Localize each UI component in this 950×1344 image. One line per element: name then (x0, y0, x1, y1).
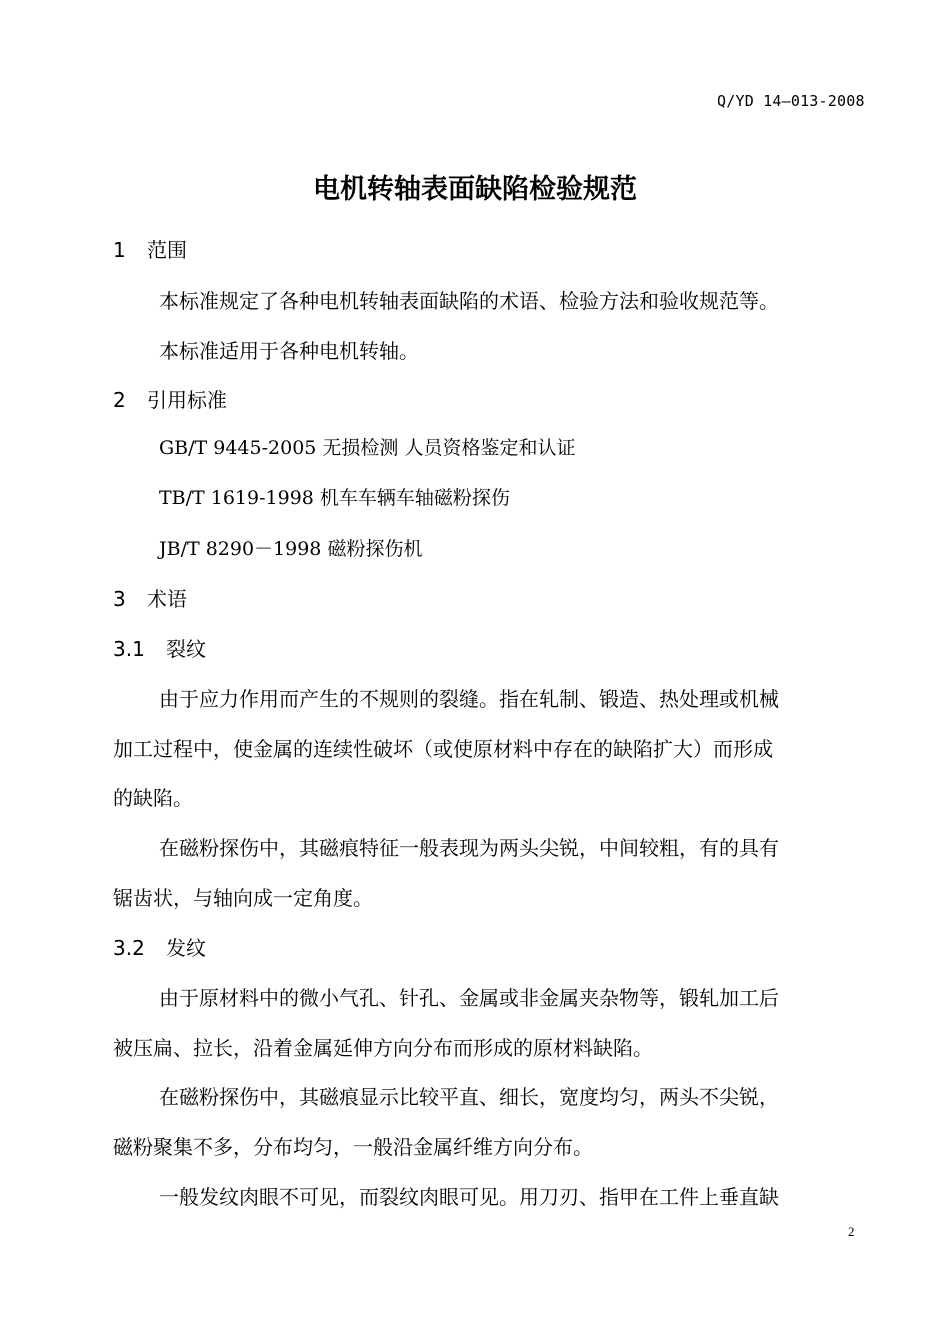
paragraph-line: 锯齿状，与轴向成一定角度。 (113, 886, 373, 910)
subsection-heading-3-2 (113, 932, 206, 961)
reference-item: TB/T 1619-1998 机车车辆车轴磁粉探伤 (159, 487, 510, 509)
paragraph-line: 由于原材料中的微小气孔、针孔、金属或非金属夹杂物等，锻轧加工后 (159, 986, 779, 1010)
section-heading-1 (113, 234, 187, 263)
reference-item: GB/T 9445-2005 无损检测 人员资格鉴定和认证 (159, 437, 576, 459)
section-heading-3 (113, 583, 187, 612)
section-number: 3.2 (113, 936, 145, 960)
section-title: 发纹 (166, 936, 206, 960)
section-title: 引用标准 (147, 388, 227, 412)
paragraph-line: 在磁粉探伤中，其磁痕特征一般表现为两头尖锐，中间较粗，有的具有 (159, 836, 779, 860)
section-heading-2 (113, 384, 227, 413)
section-number: 3 (113, 587, 126, 611)
subsection-heading-3-1 (113, 633, 206, 662)
paragraph-line: 由于应力作用而产生的不规则的裂缝。指在轧制、锻造、热处理或机械 (159, 687, 779, 711)
page-number: 2 (848, 1224, 855, 1239)
paragraph-line: 在磁粉探伤中，其磁痕显示比较平直、细长，宽度均匀，两头不尖锐， (159, 1085, 779, 1109)
paragraph-line: 一般发纹肉眼不可见，而裂纹肉眼可见。用刀刃、指甲在工件上垂直缺 (159, 1185, 779, 1209)
section-number: 2 (113, 388, 126, 412)
section-title: 术语 (147, 587, 187, 611)
paragraph: 本标准适用于各种电机转轴。 (159, 339, 419, 363)
document-title: 电机转轴表面缺陷检验规范 (313, 174, 637, 205)
reference-item: JB/T 8290－1998 磁粉探伤机 (159, 538, 423, 560)
paragraph-line: 的缺陷。 (113, 786, 193, 810)
paragraph-line: 被压扁、拉长，沿着金属延伸方向分布而形成的原材料缺陷。 (113, 1036, 653, 1060)
section-number: 1 (113, 238, 126, 262)
paragraph-line: 加工过程中，使金属的连续性破坏（或使原材料中存在的缺陷扩大）而形成 (113, 737, 773, 761)
section-number: 3.1 (113, 637, 145, 661)
section-title: 范围 (147, 238, 187, 262)
paragraph-line: 磁粉聚集不多，分布均匀，一般沿金属纤维方向分布。 (113, 1135, 593, 1159)
section-title: 裂纹 (166, 637, 206, 661)
document-code: Q/YD 14—013-2008 (717, 92, 865, 110)
paragraph: 本标准规定了各种电机转轴表面缺陷的术语、检验方法和验收规范等。 (159, 289, 779, 313)
